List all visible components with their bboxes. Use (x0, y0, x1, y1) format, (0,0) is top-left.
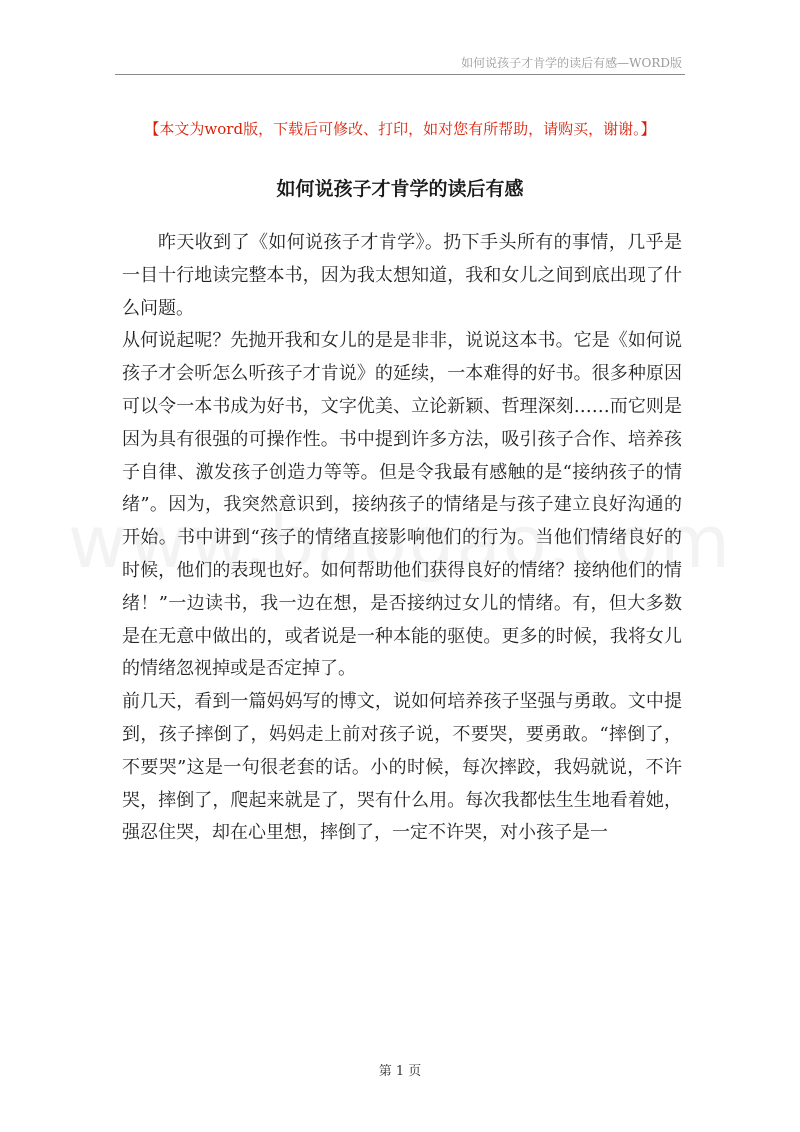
paragraph-1: 昨天收到了《如何说孩子才肯学》。扔下手头所有的事情，几乎是一目十行地读完整本书，因为我太想知道，我和女儿之间到底出现了什么问题。 (122, 232, 682, 319)
document-body (122, 227, 682, 850)
page-number: 第 1 页 (378, 1064, 422, 1079)
download-notice: 【本文为word版，下载后可修改、打印，如对您有所帮助，请购买，谢谢。】 (144, 120, 656, 138)
paragraph-2: 从何说起呢？先抛开我和女儿的是是非非，说说这本书。它是《如何说孩子才会听怎么听孩子才肯说》的延续，一本难得的好书。很多种原因可以令一本书成为好书，文字优美、立论新颖、哲理深刻……而它则是因为具有很强的可操作性。书中提到许多方法，吸引孩子合作、培养孩子自律、激发孩子创造力等等。但是令我最有感触的是“接纳孩子的情绪”。因为，我突然意识到，接纳孩子的情绪是与孩子建立良好沟通的开始。书中讲到“孩子的情绪直接影响他们的行为。当他们情绪良好的时候，他们的表现也好。如何帮助他们获得良好的情绪？接纳他们的情绪！”一边读书，我一边在想，是否接纳过女儿的情绪。有，但大多数是在无意中做出的，或者说是一种本能的驱使。更多的时候，我将女儿的情绪忽视掉或是否定掉了。 (122, 330, 682, 680)
paragraph-3: 前几天，看到一篇妈妈写的博文，说如何培养孩子坚强与勇敢。文中提到，孩子摔倒了，妈妈走上前对孩子说，不要哭，要勇敢。“摔倒了，不要哭”这是一句很老套的话。小的时候，每次摔跤，我妈就说，不许哭，摔倒了，爬起来就是了，哭有什么用。每次我都怯生生地看着她，强忍住哭，却在心里想，摔倒了，一定不许哭，对小孩子是一 (122, 691, 682, 844)
header-divider (115, 74, 685, 75)
document-title: 如何说孩子才肯学的读后有感 (276, 178, 524, 200)
running-header: 如何说孩子才肯学的读后有感—WORD版 (461, 56, 682, 70)
